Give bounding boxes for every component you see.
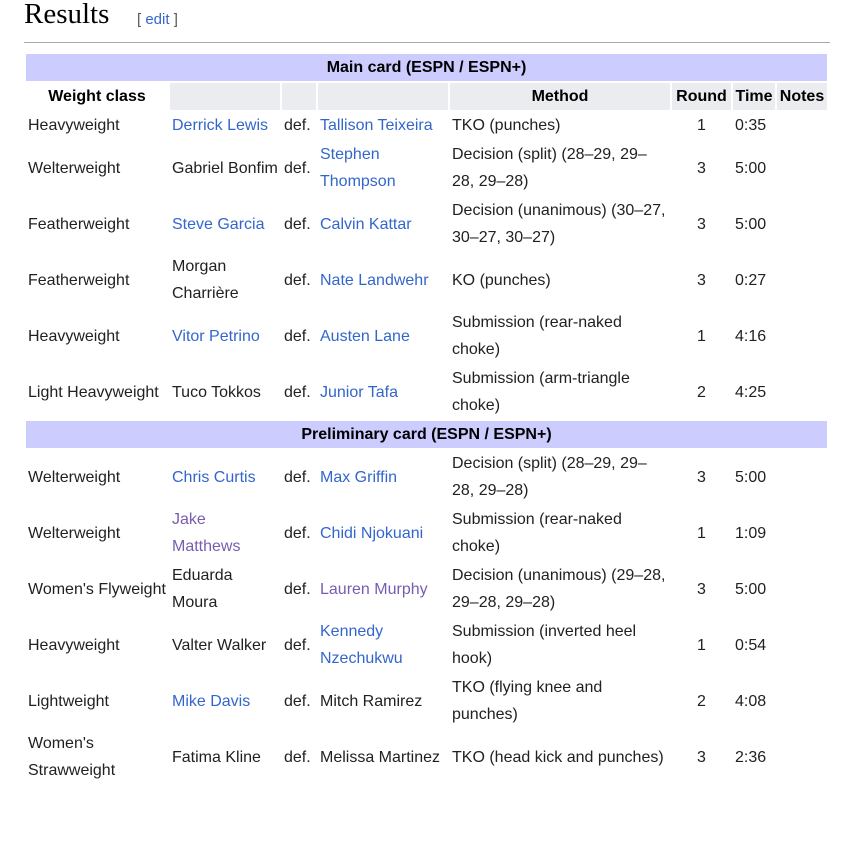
method: Decision (unanimous) (30–27, 30–27, 30–27) — [452, 202, 666, 246]
notes — [777, 730, 827, 784]
edit-section-link — [137, 11, 178, 28]
loser-name[interactable]: Junior Tafa — [320, 383, 398, 401]
loser-name-cell — [318, 309, 448, 363]
winner-name[interactable]: Chris Curtis — [172, 468, 256, 486]
round: 3 — [697, 580, 706, 598]
loser-name-cell — [318, 506, 448, 560]
column-header-row — [26, 83, 827, 110]
notes — [777, 197, 827, 251]
weight-class: Featherweight — [28, 271, 130, 289]
winner-name: Valter Walker — [172, 636, 267, 654]
round: 1 — [697, 117, 706, 134]
winner-name: Morgan Charrière — [172, 258, 239, 302]
loser-name-cell — [318, 562, 448, 616]
col-time: Time — [733, 83, 775, 110]
fight-row — [26, 141, 827, 195]
winner-name[interactable]: Derrick Lewis — [172, 117, 269, 134]
col-round: Round — [672, 83, 731, 110]
page-title: Results — [24, 0, 110, 30]
card-header-row — [26, 54, 827, 81]
col-weight-class: Weight class — [26, 83, 168, 110]
winner-name-cell — [170, 112, 280, 139]
winner-name[interactable]: Vitor Petrino — [172, 327, 260, 345]
winner-name-cell — [170, 253, 280, 307]
loser-name-cell — [318, 141, 448, 195]
fight-row — [26, 309, 827, 363]
weight-class: Welterweight — [28, 159, 121, 177]
notes — [777, 141, 827, 195]
edit-link[interactable]: edit — [145, 11, 170, 28]
round: 3 — [697, 159, 706, 177]
fight-row — [26, 674, 827, 728]
time: 4:25 — [735, 383, 767, 401]
loser-name[interactable]: Kennedy Nzechukwu — [320, 623, 403, 667]
results-table — [24, 52, 829, 786]
result-def: def. — [284, 748, 311, 766]
loser-name: Melissa Martinez — [320, 748, 441, 766]
method: Submission (arm-triangle choke) — [452, 370, 630, 414]
loser-name-cell — [318, 112, 448, 139]
result-def: def. — [284, 580, 311, 598]
time: 5:00 — [735, 468, 767, 486]
loser-name-cell — [318, 730, 448, 784]
weight-class: Lightweight — [28, 692, 109, 710]
weight-class: Welterweight — [28, 524, 121, 542]
time: 5:00 — [735, 159, 767, 177]
notes — [777, 365, 827, 419]
loser-name[interactable]: Austen Lane — [320, 327, 410, 345]
result-def: def. — [284, 468, 311, 486]
winner-name: Eduarda Moura — [172, 567, 233, 611]
notes — [777, 674, 827, 728]
method: Decision (split) (28–29, 29–28, 29–28) — [452, 455, 647, 499]
winner-name-cell — [170, 730, 280, 784]
loser-name-cell — [318, 365, 448, 419]
winner-name-cell — [170, 450, 280, 504]
loser-name-cell — [318, 450, 448, 504]
notes — [777, 309, 827, 363]
weight-class: Featherweight — [28, 215, 130, 233]
loser-name[interactable]: Stephen Thompson — [320, 146, 396, 190]
result-def: def. — [284, 159, 311, 177]
section-heading — [24, 0, 830, 43]
notes — [777, 506, 827, 560]
winner-name[interactable]: Mike Davis — [172, 692, 251, 710]
fight-row — [26, 506, 827, 560]
loser-name[interactable]: Max Griffin — [320, 468, 398, 486]
loser-name-cell — [318, 197, 448, 251]
result-def: def. — [284, 117, 311, 134]
winner-name-cell — [170, 562, 280, 616]
col-winner — [170, 83, 280, 110]
card-header-row — [26, 421, 827, 448]
method: Decision (unanimous) (29–28, 29–28, 29–28) — [452, 567, 666, 611]
loser-name[interactable]: Lauren Murphy — [320, 580, 428, 598]
winner-name-cell — [170, 365, 280, 419]
winner-name-cell — [170, 506, 280, 560]
edit-bracket-open: [ — [137, 11, 142, 28]
fight-row — [26, 562, 827, 616]
round: 1 — [697, 327, 706, 345]
notes — [777, 618, 827, 672]
loser-name-cell — [318, 618, 448, 672]
method: Submission (rear-naked choke) — [452, 314, 622, 358]
weight-class: Women's Flyweight — [28, 580, 166, 598]
loser-name[interactable]: Chidi Njokuani — [320, 524, 424, 542]
round: 1 — [697, 524, 706, 542]
fight-row — [26, 618, 827, 672]
method: Submission (inverted heel hook) — [452, 623, 637, 667]
edit-bracket-close: ] — [173, 11, 178, 28]
loser-name[interactable]: Calvin Kattar — [320, 215, 412, 233]
time: 4:08 — [735, 692, 767, 710]
loser-name[interactable]: Tallison Teixeira — [320, 117, 433, 134]
weight-class: Women's Strawweight — [28, 735, 116, 779]
fight-row — [26, 450, 827, 504]
fight-row — [26, 112, 827, 139]
round: 2 — [697, 692, 706, 710]
winner-name-cell — [170, 674, 280, 728]
result-def: def. — [284, 636, 311, 654]
weight-class: Light Heavyweight — [28, 383, 159, 401]
weight-class: Heavyweight — [28, 327, 120, 345]
time: 5:00 — [735, 580, 767, 598]
time: 2:36 — [735, 748, 767, 766]
method: Decision (split) (28–29, 29–28, 29–28) — [452, 146, 647, 190]
method: KO (punches) — [452, 271, 551, 289]
winner-name-cell — [170, 309, 280, 363]
round: 3 — [697, 271, 706, 289]
time: 5:00 — [735, 215, 767, 233]
weight-class: Welterweight — [28, 468, 121, 486]
result-def: def. — [284, 692, 311, 710]
col-method: Method — [450, 83, 670, 110]
result-def: def. — [284, 271, 311, 289]
loser-name: Mitch Ramirez — [320, 692, 423, 710]
winner-name[interactable]: Steve Garcia — [172, 215, 265, 233]
fight-row — [26, 365, 827, 419]
winner-name: Tuco Tokkos — [172, 383, 261, 401]
time: 4:16 — [735, 327, 767, 345]
round: 3 — [697, 748, 706, 766]
time: 1:09 — [735, 524, 767, 542]
time: 0:54 — [735, 636, 767, 654]
notes — [777, 450, 827, 504]
method: TKO (flying knee and punches) — [452, 679, 603, 723]
round: 3 — [697, 468, 706, 486]
notes — [777, 253, 827, 307]
winner-name-cell — [170, 618, 280, 672]
weight-class: Heavyweight — [28, 117, 120, 134]
fight-row — [26, 730, 827, 784]
card-title: Main card (ESPN / ESPN+) — [26, 54, 827, 81]
notes — [777, 112, 827, 139]
method: Submission (rear-naked choke) — [452, 511, 622, 555]
loser-name[interactable]: Nate Landwehr — [320, 271, 429, 289]
loser-name-cell — [318, 674, 448, 728]
round: 1 — [697, 636, 706, 654]
notes — [777, 562, 827, 616]
loser-name-cell — [318, 253, 448, 307]
fight-row — [26, 197, 827, 251]
fight-row — [26, 253, 827, 307]
weight-class: Heavyweight — [28, 636, 120, 654]
result-def: def. — [284, 383, 311, 401]
result-def: def. — [284, 327, 311, 345]
time: 0:35 — [735, 117, 767, 134]
winner-name: Fatima Kline — [172, 748, 261, 766]
round: 2 — [697, 383, 706, 401]
result-def: def. — [284, 215, 311, 233]
method: TKO (head kick and punches) — [452, 748, 664, 766]
winner-name-cell — [170, 141, 280, 195]
winner-name: Gabriel Bonfim — [172, 159, 278, 177]
col-notes: Notes — [777, 83, 827, 110]
round: 3 — [697, 215, 706, 233]
time: 0:27 — [735, 271, 767, 289]
result-def: def. — [284, 524, 311, 542]
col-loser — [318, 83, 448, 110]
col-result — [282, 83, 316, 110]
winner-name[interactable]: Jake Matthews — [172, 511, 241, 555]
winner-name-cell — [170, 197, 280, 251]
card-title: Preliminary card (ESPN / ESPN+) — [26, 421, 827, 448]
method: TKO (punches) — [452, 117, 561, 134]
